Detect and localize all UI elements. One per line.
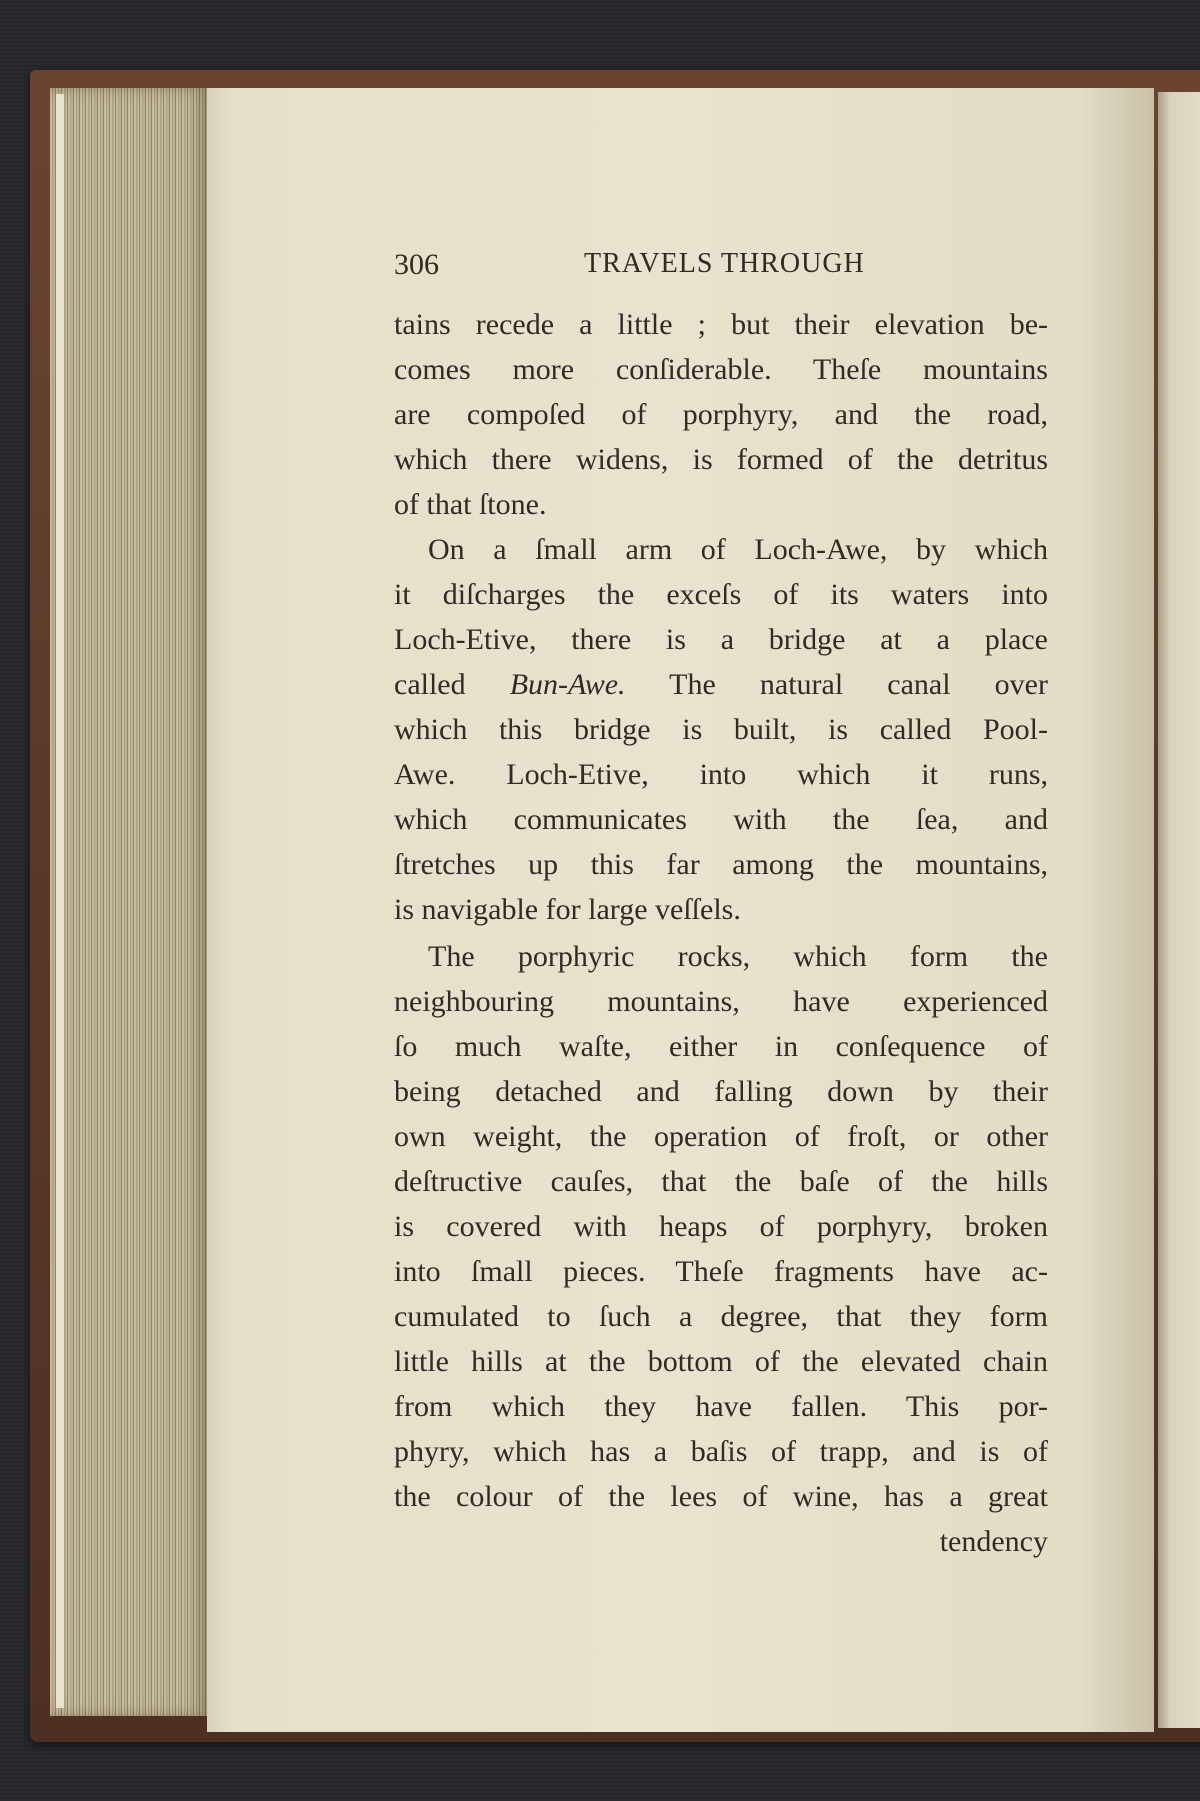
text-line: the colour of the lees of wine, has a great [394, 1480, 1048, 1513]
text-line [394, 662, 1048, 707]
text-line: comes more conſiderable. Theſe mountains [394, 353, 1048, 386]
text-line: being detached and falling down by their [394, 1075, 1048, 1108]
facing-page-edge [1158, 92, 1200, 1728]
text-line: cumulated to ſuch a degree, that they form [394, 1300, 1048, 1333]
text-line: little hills at the bottom of the elevated chain [394, 1345, 1048, 1378]
text-line: Awe. Loch-Etive, into which it runs, [394, 758, 1048, 791]
text-line: ſo much waſte, either in conſequence of [394, 1030, 1048, 1063]
text-line: from which they have fallen. This por- [394, 1390, 1048, 1423]
page-header [394, 248, 1048, 288]
text-line: neighbouring mountains, have experienced [394, 985, 1048, 1018]
place-name-italic: Bun-Awe. [509, 668, 626, 701]
text-line: phyry, which has a baſis of trapp, and is of [394, 1435, 1048, 1468]
body-text [394, 302, 1048, 1564]
text-line: it diſcharges the exceſs of its waters into [394, 578, 1048, 611]
text-segment: The natural canal over [625, 668, 1048, 701]
text-line: tains recede a little ; but their elevation be- [394, 308, 1048, 341]
running-title: TRAVELS THROUGH [584, 248, 865, 279]
text-segment: called [394, 668, 510, 701]
page-edges [50, 88, 210, 1716]
text-line: On a ſmall arm of Loch-Awe, by which [428, 533, 1048, 566]
text-line: ſtretches up this far among the mountains, [394, 848, 1048, 881]
text-line: Loch-Etive, there is a bridge at a place [394, 623, 1048, 656]
page-number: 306 [394, 248, 439, 281]
text-line: which this bridge is built, is called Pool- [394, 713, 1048, 746]
text-line: is covered with heaps of porphyry, broken [394, 1210, 1048, 1243]
text-line: of that ſtone. [394, 488, 547, 521]
text-line: into ſmall pieces. Theſe fragments have ac- [394, 1255, 1048, 1288]
text-line: is navigable for large veſſels. [394, 893, 741, 926]
text-line: deſtructive cauſes, that the baſe of the hills [394, 1165, 1048, 1198]
text-line: which communicates with the ſea, and [394, 803, 1048, 836]
catchword: tendency [939, 1525, 1048, 1558]
text-line: are compoſed of porphyry, and the road, [394, 398, 1048, 431]
text-line: which there widens, is formed of the detritus [394, 443, 1048, 476]
text-line: The porphyric rocks, which form the [428, 940, 1048, 973]
text-line: own weight, the operation of froſt, or other [394, 1120, 1048, 1153]
